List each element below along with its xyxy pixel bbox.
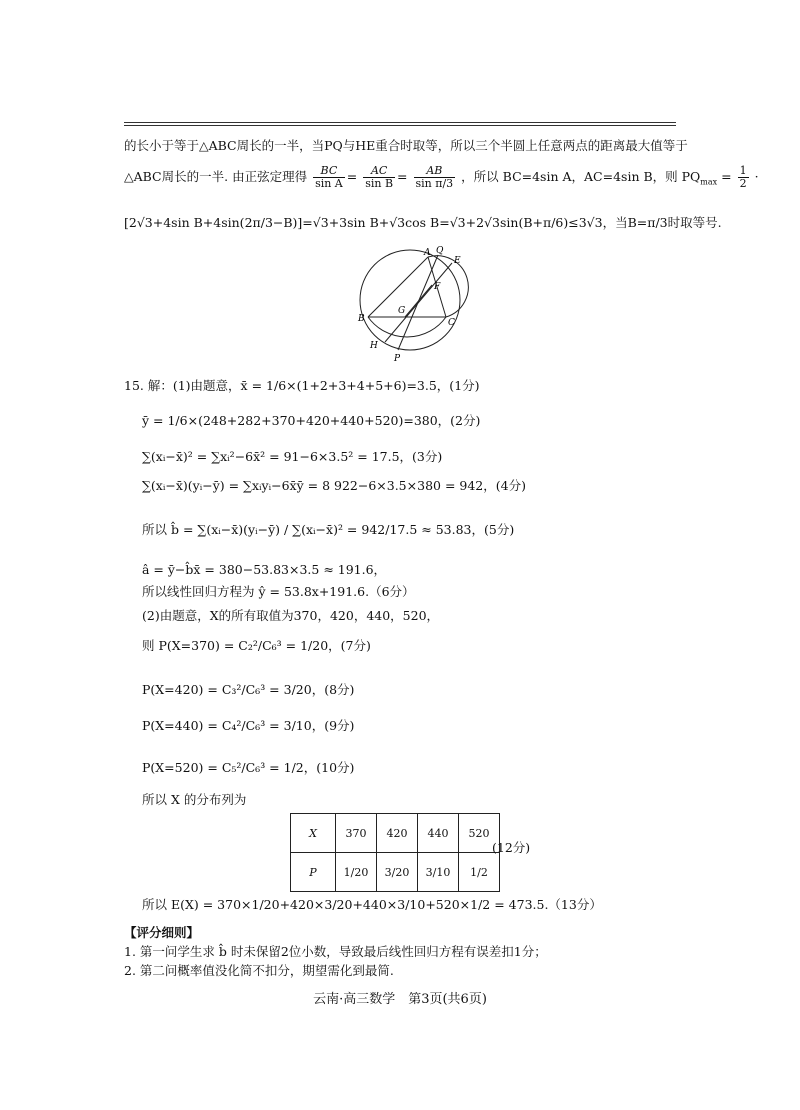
table-score: (12分) <box>492 840 531 855</box>
rubric-1: 1. 第一问学生求 b̂ 时未保留2位小数，导致最后线性回归方程有误差扣1分； <box>124 944 547 959</box>
p15-l12: P(X=520) = C₅²/C₆³ = 1/2，(10分) <box>142 760 355 775</box>
frac-half: $\frac{1}{2}$ <box>739 164 747 190</box>
frac-ac-sinb: $\frac{AC}{\text{sin B}}$ <box>365 164 394 190</box>
p14-eq: = <box>721 169 732 184</box>
table-cell: 370 <box>336 814 377 853</box>
table-cell: 420 <box>377 814 418 853</box>
p15-l8: (2)由题意，X的所有取值为370，420，440，520， <box>142 608 440 623</box>
p15-l3: ∑(xᵢ−x̄)² = ∑xᵢ²−6x̄² = 91−6×3.5² = 17.5，(3分) <box>142 449 443 464</box>
p15-l1: 15. 解：(1)由题意，x̄ = 1/6×(1+2+3+4+5+6)=3.5，(1分) <box>124 378 480 393</box>
top-rule-2 <box>124 125 676 126</box>
label-e: E <box>454 256 461 266</box>
p14-line2: △ABC周长的一半. 由正弦定理得 $\frac{BC}{\text{sin A}}$ = $\frac{AC}{\text{sin B}}$ = $\frac{AB}{\text{sin π/3}}$ ，所以 BC=4sin A，AC=4sin B，则 $PQ_{max}$ = $\frac{1}{2}$ · <box>124 164 759 190</box>
table-cell: P <box>291 853 336 892</box>
label-a: A <box>424 248 431 258</box>
p15-l9: 则 P(X=370) = C₂²/C₆³ = 1/20，(7分) <box>142 638 371 653</box>
p15-l7: 所以线性回归方程为 ŷ = 53.8x+191.6.（6分） <box>142 584 415 599</box>
label-g: G <box>398 306 406 316</box>
label-h: H <box>370 341 378 351</box>
p14-line2a: △ABC周长的一半. 由正弦定理得 <box>124 169 308 184</box>
rubric-title: 【评分细则】 <box>124 925 200 940</box>
table-row <box>291 853 500 892</box>
table-cell: 520 <box>459 814 500 853</box>
p15-l10: P(X=420) = C₃²/C₆³ = 3/20，(8分) <box>142 682 355 697</box>
table-cell: 1/20 <box>336 853 377 892</box>
p15-l6: â = ȳ−b̂x̄ = 380−53.83×3.5 ≈ 191.6， <box>142 562 387 577</box>
p15-l11: P(X=440) = C₄²/C₆³ = 3/10，(9分) <box>142 718 355 733</box>
table-cell: X <box>291 814 336 853</box>
label-c: C <box>448 318 455 328</box>
frac-ab-sinpi3: $\frac{AB}{\text{sin π/3}}$ <box>415 164 454 190</box>
p15-l14: 所以 E(X) = 370×1/20+420×3/20+440×3/10+520×1/2 = 473.5.（13分） <box>142 897 602 912</box>
table-cell: 3/20 <box>377 853 418 892</box>
rubric-2: 2. 第二问概率值没化简不扣分，期望需化到最简. <box>124 963 394 978</box>
geometry-figure <box>350 245 475 365</box>
table-cell: 3/10 <box>418 853 459 892</box>
top-rule <box>124 122 676 123</box>
table-cell: 440 <box>418 814 459 853</box>
p14-line1: 的长小于等于△ABC周长的一半，当PQ与HE重合时取等，所以三个半圆上任意两点的距离最大值等于 <box>124 138 688 153</box>
semicircle-bc <box>368 317 446 337</box>
pq-sub: max <box>700 177 718 187</box>
table-cell: 1/2 <box>459 853 500 892</box>
page-footer: 云南·高三数学 第3页(共6页) <box>313 992 487 1007</box>
p14-line2b: ，所以 BC=4sin A，AC=4sin B，则 PQ <box>461 169 701 184</box>
circumcircle <box>360 250 460 350</box>
segment-gf <box>405 285 432 317</box>
p15-l2: ȳ = 1/6×(248+282+370+420+440+520)=380，(2分) <box>142 413 481 428</box>
frac-bc-sina: $\frac{BC}{\text{sin A}}$ <box>315 164 343 190</box>
label-f: F <box>434 282 441 292</box>
label-b: B <box>358 314 365 324</box>
p15-l13: 所以 X 的分布列为 <box>142 792 247 807</box>
p15-l5: 所以 b̂ = ∑(xᵢ−x̄)(yᵢ−ȳ) / ∑(xᵢ−x̄)² = 942/17.5 ≈ 53.83，(5分) <box>142 522 515 537</box>
label-q: Q <box>436 246 444 256</box>
distribution-table <box>290 813 500 892</box>
p15-l4: ∑(xᵢ−x̄)(yᵢ−ȳ) = ∑xᵢyᵢ−6x̄ȳ = 8 922−6×3.5×380 = 942，(4分) <box>142 478 526 493</box>
label-p: P <box>394 354 401 364</box>
table-row <box>291 814 500 853</box>
p14-line3: [2√3+4sin B+4sin(2π/3−B)]=√3+3sin B+√3cos B=√3+2√3sin(B+π/6)≤3√3，当B=π/3时取等号. <box>124 215 722 230</box>
